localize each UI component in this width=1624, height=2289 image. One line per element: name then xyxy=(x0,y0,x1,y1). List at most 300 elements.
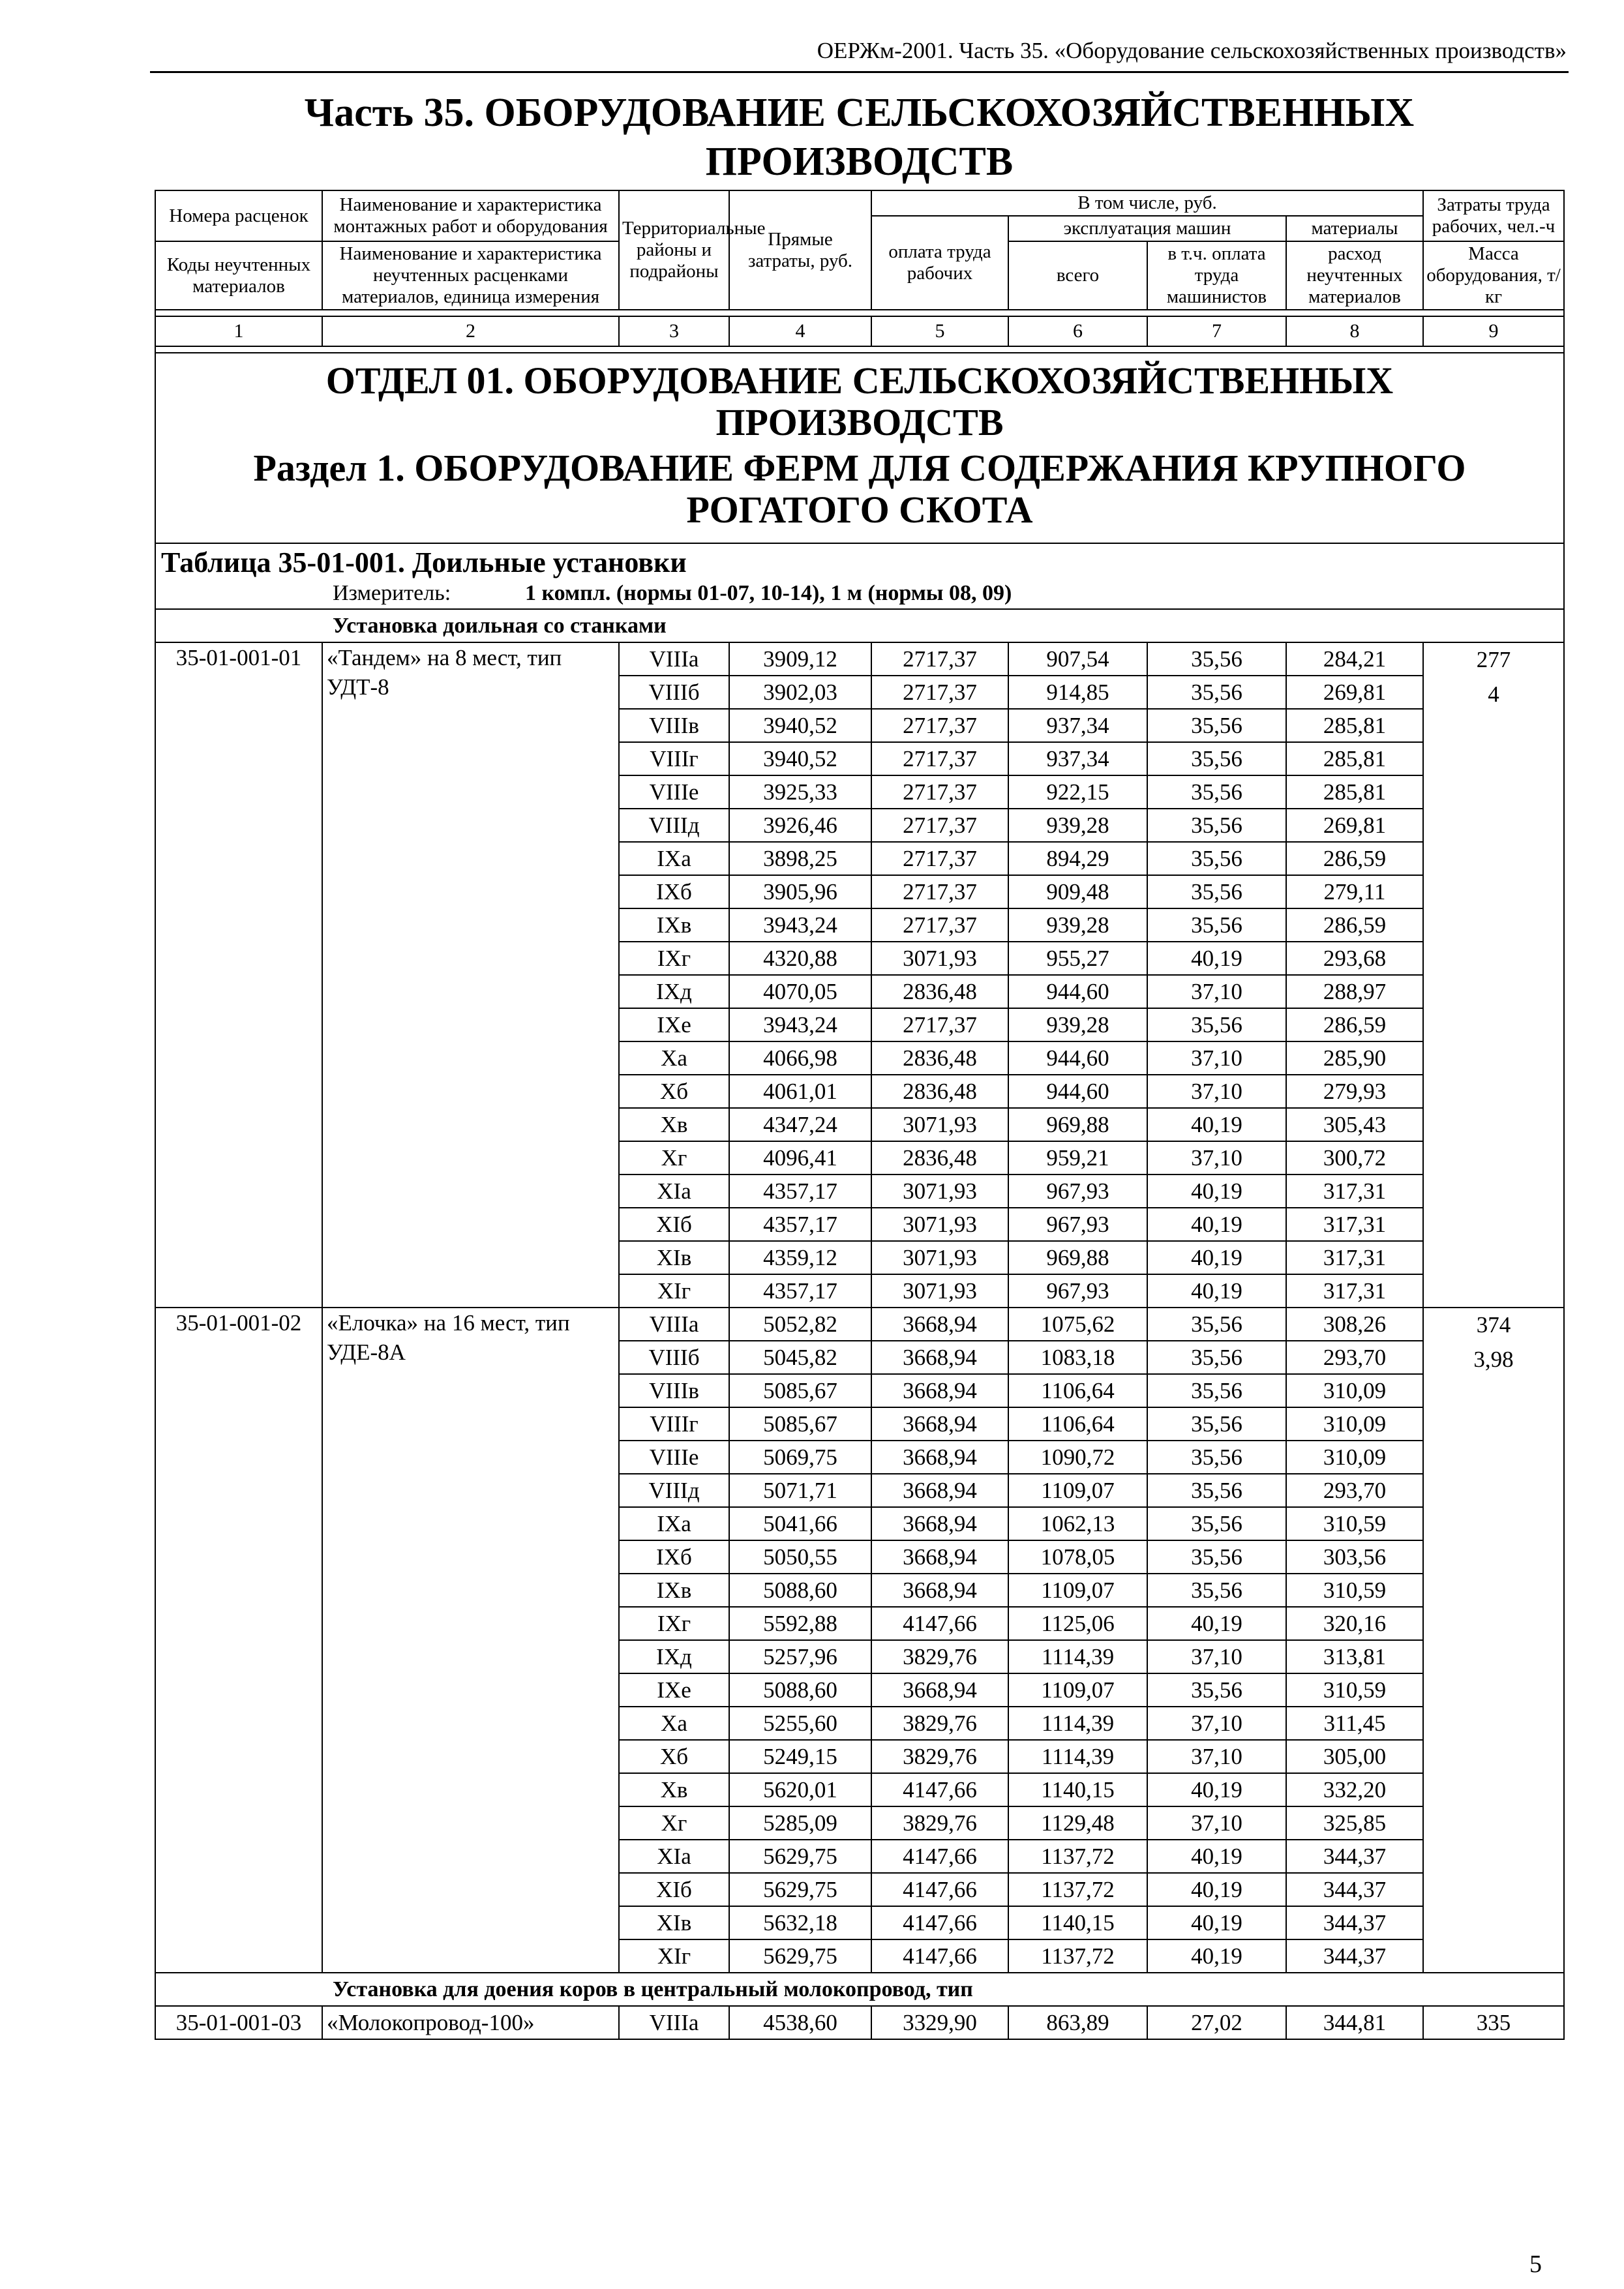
territory-cell: Xг xyxy=(619,1141,729,1174)
machines-total-cell: 894,29 xyxy=(1008,842,1147,875)
machinist-pay-cell: 35,56 xyxy=(1147,875,1286,908)
direct-costs-cell: 5632,18 xyxy=(729,1906,871,1939)
territory-cell: VIIIа xyxy=(619,2006,729,2039)
materials-cell: 344,37 xyxy=(1286,1939,1423,1973)
labor-pay-cell: 4147,66 xyxy=(871,1906,1008,1939)
labor-pay-cell: 3829,76 xyxy=(871,1707,1008,1740)
machinist-pay-cell: 37,10 xyxy=(1147,1707,1286,1740)
machines-total-cell: 959,21 xyxy=(1008,1141,1147,1174)
direct-costs-cell: 4357,17 xyxy=(729,1274,871,1308)
materials-cell: 317,31 xyxy=(1286,1208,1423,1241)
work-name: «Тандем» на 8 мест, тип УДТ-8 xyxy=(322,642,619,1308)
direct-costs-cell: 5050,55 xyxy=(729,1540,871,1574)
labor-mass-cell xyxy=(1423,642,1564,1308)
materials-cell: 332,20 xyxy=(1286,1773,1423,1806)
header-including: В том числе, руб. xyxy=(871,190,1423,216)
materials-cell: 285,81 xyxy=(1286,742,1423,775)
materials-cell: 279,11 xyxy=(1286,875,1423,908)
work-name: «Елочка» на 16 мест, тип УДЕ-8А xyxy=(322,1308,619,1973)
header-labor-cost: Затраты труда рабочих, чел.-ч xyxy=(1423,190,1564,241)
direct-costs-cell: 3940,52 xyxy=(729,742,871,775)
territory-cell: XIг xyxy=(619,1939,729,1973)
machinist-pay-cell: 40,19 xyxy=(1147,1208,1286,1241)
labor-pay-cell: 4147,66 xyxy=(871,1873,1008,1906)
direct-costs-cell: 3909,12 xyxy=(729,642,871,676)
territory-cell: VIIIг xyxy=(619,742,729,775)
machinist-pay-cell: 35,56 xyxy=(1147,1673,1286,1707)
territory-cell: VIIIв xyxy=(619,709,729,742)
territory-cell: IXб xyxy=(619,1540,729,1574)
materials-cell: 310,59 xyxy=(1286,1574,1423,1607)
labor-mass-cell xyxy=(1423,1308,1564,1973)
machinist-pay-cell: 35,56 xyxy=(1147,709,1286,742)
machinist-pay-cell: 40,19 xyxy=(1147,1174,1286,1208)
territory-cell: Xв xyxy=(619,1108,729,1141)
labor-pay-cell: 2717,37 xyxy=(871,875,1008,908)
labor-pay-cell: 2836,48 xyxy=(871,1141,1008,1174)
direct-costs-cell: 5041,66 xyxy=(729,1507,871,1540)
territory-cell: IXв xyxy=(619,1574,729,1607)
territory-cell: VIIIб xyxy=(619,1341,729,1374)
machinist-pay-cell: 35,56 xyxy=(1147,1407,1286,1441)
machines-total-cell: 939,28 xyxy=(1008,908,1147,942)
labor-pay-cell: 3071,93 xyxy=(871,1108,1008,1141)
labor-cost-value: 374 xyxy=(1476,1312,1511,1338)
machines-total-cell: 1109,07 xyxy=(1008,1574,1147,1607)
materials-cell: 344,37 xyxy=(1286,1840,1423,1873)
direct-costs-cell: 5052,82 xyxy=(729,1308,871,1341)
direct-costs-cell: 4066,98 xyxy=(729,1041,871,1075)
territory-cell: Xв xyxy=(619,1773,729,1806)
materials-cell: 344,37 xyxy=(1286,1873,1423,1906)
labor-pay-cell: 2717,37 xyxy=(871,1008,1008,1041)
materials-cell: 310,59 xyxy=(1286,1673,1423,1707)
labor-pay-cell: 3329,90 xyxy=(871,2006,1008,2039)
page-number: 5 xyxy=(1529,2251,1542,2278)
document-title xyxy=(150,89,1569,187)
machinist-pay-cell: 35,56 xyxy=(1147,1008,1286,1041)
direct-costs-cell: 3943,24 xyxy=(729,1008,871,1041)
direct-costs-cell: 5249,15 xyxy=(729,1740,871,1773)
document-title-line1: Часть 35. ОБОРУДОВАНИЕ СЕЛЬСКОХОЗЯЙСТВЕННЫХ xyxy=(304,91,1415,135)
materials-cell: 317,31 xyxy=(1286,1174,1423,1208)
machines-total-cell: 1078,05 xyxy=(1008,1540,1147,1574)
meter-row xyxy=(155,577,1564,609)
machines-total-cell: 1140,15 xyxy=(1008,1773,1147,1806)
labor-pay-cell: 2836,48 xyxy=(871,1041,1008,1075)
meter-label: Измеритель: xyxy=(333,581,451,605)
territory-cell: Xг xyxy=(619,1806,729,1840)
machinist-pay-cell: 35,56 xyxy=(1147,1308,1286,1341)
machinist-pay-cell: 40,19 xyxy=(1147,1873,1286,1906)
territory-cell: IXе xyxy=(619,1008,729,1041)
machinist-pay-cell: 40,19 xyxy=(1147,1840,1286,1873)
machinist-pay-cell: 35,56 xyxy=(1147,1574,1286,1607)
machines-total-cell: 967,93 xyxy=(1008,1274,1147,1308)
machinist-pay-cell: 40,19 xyxy=(1147,942,1286,975)
labor-pay-cell: 2717,37 xyxy=(871,642,1008,676)
territory-cell: IXб xyxy=(619,875,729,908)
territory-cell: XIа xyxy=(619,1840,729,1873)
territory-cell: XIв xyxy=(619,1241,729,1274)
materials-cell: 286,59 xyxy=(1286,1008,1423,1041)
otdel-line1: ОТДЕЛ 01. ОБОРУДОВАНИЕ СЕЛЬСКОХОЗЯЙСТВЕННЫХ xyxy=(325,359,1394,402)
machines-total-cell: 1114,39 xyxy=(1008,1707,1147,1740)
mass-value: 3,98 xyxy=(1473,1347,1514,1372)
machines-total-cell: 1109,07 xyxy=(1008,1673,1147,1707)
machinist-pay-cell: 37,10 xyxy=(1147,1075,1286,1108)
group-heading-text: Установка доильная со станками xyxy=(333,614,667,638)
machines-total-cell: 944,60 xyxy=(1008,1075,1147,1108)
direct-costs-cell: 4096,41 xyxy=(729,1141,871,1174)
machines-total-cell: 1140,15 xyxy=(1008,1906,1147,1939)
labor-cost-value: 335 xyxy=(1423,2006,1564,2039)
materials-cell: 317,31 xyxy=(1286,1274,1423,1308)
territory-cell: XIг xyxy=(619,1274,729,1308)
machines-total-cell: 1114,39 xyxy=(1008,1640,1147,1673)
direct-costs-cell: 4359,12 xyxy=(729,1241,871,1274)
group-heading xyxy=(155,1973,1564,2006)
header-direct-costs: Прямые затраты, руб. xyxy=(729,190,871,310)
header-material-name: Наименование и характеристика неучтенных расценками материалов, единица измерения xyxy=(322,241,619,310)
machinist-pay-cell: 37,10 xyxy=(1147,1740,1286,1773)
labor-pay-cell: 4147,66 xyxy=(871,1939,1008,1973)
machinist-pay-cell: 27,02 xyxy=(1147,2006,1286,2039)
machines-total-cell: 909,48 xyxy=(1008,875,1147,908)
territory-cell: VIIIа xyxy=(619,642,729,676)
materials-cell: 305,43 xyxy=(1286,1108,1423,1141)
territory-cell: XIб xyxy=(619,1873,729,1906)
group-heading-text: Установка для доения коров в центральный молокопровод, тип xyxy=(333,1977,973,2001)
territory-cell: IXг xyxy=(619,942,729,975)
machinist-pay-cell: 37,10 xyxy=(1147,1141,1286,1174)
machinist-pay-cell: 35,56 xyxy=(1147,742,1286,775)
labor-pay-cell: 3668,94 xyxy=(871,1441,1008,1474)
territory-cell: Xб xyxy=(619,1075,729,1108)
header-territory: Территориальные районы и подрайоны xyxy=(619,190,729,310)
machines-total-cell: 1083,18 xyxy=(1008,1341,1147,1374)
labor-pay-cell: 2717,37 xyxy=(871,842,1008,875)
materials-cell: 310,09 xyxy=(1286,1407,1423,1441)
direct-costs-cell: 4538,60 xyxy=(729,2006,871,2039)
header-machines: эксплуатация машин xyxy=(1008,216,1286,241)
machinist-pay-cell: 40,19 xyxy=(1147,1241,1286,1274)
direct-costs-cell: 5285,09 xyxy=(729,1806,871,1840)
materials-cell: 310,09 xyxy=(1286,1441,1423,1474)
territory-cell: Xб xyxy=(619,1740,729,1773)
labor-pay-cell: 2717,37 xyxy=(871,709,1008,742)
materials-cell: 320,16 xyxy=(1286,1607,1423,1640)
labor-pay-cell: 2717,37 xyxy=(871,775,1008,809)
machinist-pay-cell: 35,56 xyxy=(1147,1507,1286,1540)
labor-pay-cell: 2836,48 xyxy=(871,1075,1008,1108)
table-title: Таблица 35-01-001. Доильные установки xyxy=(155,543,1564,577)
header-labor-pay: оплата труда рабочих xyxy=(871,216,1008,310)
materials-cell: 293,70 xyxy=(1286,1341,1423,1374)
direct-costs-cell: 5045,82 xyxy=(729,1341,871,1374)
direct-costs-cell: 5088,60 xyxy=(729,1574,871,1607)
direct-costs-cell: 5629,75 xyxy=(729,1939,871,1973)
machines-total-cell: 1137,72 xyxy=(1008,1873,1147,1906)
column-number: 3 xyxy=(619,316,729,346)
rate-code: 35-01-001-02 xyxy=(155,1308,322,1973)
header-mass: Масса оборудования, т/кг xyxy=(1423,241,1564,310)
materials-cell: 285,81 xyxy=(1286,775,1423,809)
machinist-pay-cell: 40,19 xyxy=(1147,1906,1286,1939)
labor-pay-cell: 2717,37 xyxy=(871,908,1008,942)
direct-costs-cell: 5085,67 xyxy=(729,1407,871,1441)
rates-table xyxy=(155,190,1565,2040)
territory-cell: VIIIе xyxy=(619,1441,729,1474)
labor-pay-cell: 3829,76 xyxy=(871,1640,1008,1673)
machines-total-cell: 969,88 xyxy=(1008,1241,1147,1274)
labor-pay-cell: 3829,76 xyxy=(871,1806,1008,1840)
labor-pay-cell: 3071,93 xyxy=(871,1174,1008,1208)
direct-costs-cell: 4357,17 xyxy=(729,1208,871,1241)
machinist-pay-cell: 40,19 xyxy=(1147,1607,1286,1640)
materials-cell: 285,90 xyxy=(1286,1041,1423,1075)
machinist-pay-cell: 37,10 xyxy=(1147,1640,1286,1673)
rate-code: 35-01-001-01 xyxy=(155,642,322,1308)
machines-total-cell: 863,89 xyxy=(1008,2006,1147,2039)
territory-cell: IXа xyxy=(619,842,729,875)
labor-pay-cell: 3829,76 xyxy=(871,1740,1008,1773)
machines-total-cell: 944,60 xyxy=(1008,1041,1147,1075)
machines-total-cell: 1090,72 xyxy=(1008,1441,1147,1474)
territory-cell: XIа xyxy=(619,1174,729,1208)
machines-total-cell: 1137,72 xyxy=(1008,1939,1147,1973)
labor-pay-cell: 3668,94 xyxy=(871,1308,1008,1341)
direct-costs-cell: 5071,71 xyxy=(729,1474,871,1507)
machinist-pay-cell: 35,56 xyxy=(1147,642,1286,676)
materials-cell: 284,21 xyxy=(1286,642,1423,676)
column-number: 1 xyxy=(155,316,322,346)
territory-cell: IXе xyxy=(619,1673,729,1707)
labor-pay-cell: 2836,48 xyxy=(871,975,1008,1008)
machinist-pay-cell: 35,56 xyxy=(1147,1474,1286,1507)
materials-cell: 344,81 xyxy=(1286,2006,1423,2039)
materials-cell: 293,68 xyxy=(1286,942,1423,975)
rate-code: 35-01-001-03 xyxy=(155,2006,322,2039)
labor-pay-cell: 3668,94 xyxy=(871,1374,1008,1407)
machinist-pay-cell: 35,56 xyxy=(1147,1374,1286,1407)
machinist-pay-cell: 35,56 xyxy=(1147,1341,1286,1374)
machinist-pay-cell: 37,10 xyxy=(1147,1806,1286,1840)
table-row xyxy=(155,2006,1564,2039)
machinist-pay-cell: 35,56 xyxy=(1147,809,1286,842)
header-materials: материалы xyxy=(1286,216,1423,241)
materials-cell: 311,45 xyxy=(1286,1707,1423,1740)
work-name: «Молокопровод-100» xyxy=(322,2006,619,2039)
machines-total-cell: 1106,64 xyxy=(1008,1407,1147,1441)
direct-costs-cell: 5592,88 xyxy=(729,1607,871,1640)
territory-cell: VIIIе xyxy=(619,775,729,809)
column-number: 9 xyxy=(1423,316,1564,346)
labor-pay-cell: 3071,93 xyxy=(871,942,1008,975)
header-unaccounted-materials: расход неучтенных материалов xyxy=(1286,241,1423,310)
labor-pay-cell: 4147,66 xyxy=(871,1607,1008,1640)
machines-total-cell: 914,85 xyxy=(1008,676,1147,709)
machinist-pay-cell: 35,56 xyxy=(1147,676,1286,709)
column-number: 5 xyxy=(871,316,1008,346)
materials-cell: 344,37 xyxy=(1286,1906,1423,1939)
direct-costs-cell: 4347,24 xyxy=(729,1108,871,1141)
territory-cell: VIIIг xyxy=(619,1407,729,1441)
materials-cell: 286,59 xyxy=(1286,908,1423,942)
territory-cell: Xа xyxy=(619,1707,729,1740)
running-header: ОЕРЖм-2001. Часть 35. «Оборудование сельскохозяйственных производств» xyxy=(817,38,1567,63)
column-number: 8 xyxy=(1286,316,1423,346)
labor-pay-cell: 3668,94 xyxy=(871,1673,1008,1707)
materials-cell: 325,85 xyxy=(1286,1806,1423,1840)
machines-total-cell: 907,54 xyxy=(1008,642,1147,676)
labor-cost-value: 277 xyxy=(1476,647,1511,672)
direct-costs-cell: 4320,88 xyxy=(729,942,871,975)
direct-costs-cell: 5620,01 xyxy=(729,1773,871,1806)
territory-cell: XIв xyxy=(619,1906,729,1939)
labor-pay-cell: 3668,94 xyxy=(871,1507,1008,1540)
direct-costs-cell: 3905,96 xyxy=(729,875,871,908)
materials-cell: 288,97 xyxy=(1286,975,1423,1008)
territory-cell: VIIIб xyxy=(619,676,729,709)
machinist-pay-cell: 40,19 xyxy=(1147,1108,1286,1141)
materials-cell: 300,72 xyxy=(1286,1141,1423,1174)
razdel-line1: Раздел 1. ОБОРУДОВАНИЕ ФЕРМ ДЛЯ СОДЕРЖАНИЯ КРУПНОГО xyxy=(253,447,1466,489)
machines-total-cell: 922,15 xyxy=(1008,775,1147,809)
materials-cell: 286,59 xyxy=(1286,842,1423,875)
direct-costs-cell: 3898,25 xyxy=(729,842,871,875)
machines-total-cell: 1137,72 xyxy=(1008,1840,1147,1873)
table-row xyxy=(155,1308,1564,1341)
otdel-line2: ПРОИЗВОДСТВ xyxy=(715,401,1004,443)
materials-cell: 303,56 xyxy=(1286,1540,1423,1574)
direct-costs-cell: 3943,24 xyxy=(729,908,871,942)
mass-value: 4 xyxy=(1488,681,1499,707)
labor-pay-cell: 3071,93 xyxy=(871,1208,1008,1241)
machines-total-cell: 1129,48 xyxy=(1008,1806,1147,1840)
labor-pay-cell: 2717,37 xyxy=(871,742,1008,775)
materials-cell: 310,09 xyxy=(1286,1374,1423,1407)
direct-costs-cell: 3926,46 xyxy=(729,809,871,842)
machines-total-cell: 969,88 xyxy=(1008,1108,1147,1141)
column-number: 2 xyxy=(322,316,619,346)
territory-cell: IXд xyxy=(619,1640,729,1673)
labor-pay-cell: 4147,66 xyxy=(871,1773,1008,1806)
header-machines-total: всего xyxy=(1008,241,1147,310)
header-work-name: Наименование и характеристика монтажных работ и оборудования xyxy=(322,190,619,241)
territory-cell: VIIIв xyxy=(619,1374,729,1407)
header-separator xyxy=(155,310,1564,316)
territory-cell: IXв xyxy=(619,908,729,942)
labor-pay-cell: 3071,93 xyxy=(871,1274,1008,1308)
machinist-pay-cell: 35,56 xyxy=(1147,1540,1286,1574)
direct-costs-cell: 4061,01 xyxy=(729,1075,871,1108)
machines-total-cell: 967,93 xyxy=(1008,1208,1147,1241)
machines-total-cell: 944,60 xyxy=(1008,975,1147,1008)
territory-cell: XIб xyxy=(619,1208,729,1241)
materials-cell: 305,00 xyxy=(1286,1740,1423,1773)
header-machinist-pay: в т.ч. оплата труда машинистов xyxy=(1147,241,1286,310)
machines-total-cell: 939,28 xyxy=(1008,809,1147,842)
machines-total-cell: 1062,13 xyxy=(1008,1507,1147,1540)
machines-total-cell: 1106,64 xyxy=(1008,1374,1147,1407)
labor-pay-cell: 3668,94 xyxy=(871,1341,1008,1374)
materials-cell: 310,59 xyxy=(1286,1507,1423,1540)
labor-pay-cell: 4147,66 xyxy=(871,1840,1008,1873)
direct-costs-cell: 5629,75 xyxy=(729,1873,871,1906)
machinist-pay-cell: 37,10 xyxy=(1147,975,1286,1008)
direct-costs-cell: 3925,33 xyxy=(729,775,871,809)
direct-costs-cell: 4070,05 xyxy=(729,975,871,1008)
machines-total-cell: 967,93 xyxy=(1008,1174,1147,1208)
materials-cell: 293,70 xyxy=(1286,1474,1423,1507)
territory-cell: IXд xyxy=(619,975,729,1008)
direct-costs-cell: 3902,03 xyxy=(729,676,871,709)
materials-cell: 269,81 xyxy=(1286,676,1423,709)
machines-total-cell: 1075,62 xyxy=(1008,1308,1147,1341)
document-title-line2: ПРОИЗВОДСТВ xyxy=(705,140,1014,184)
direct-costs-cell: 5629,75 xyxy=(729,1840,871,1873)
razdel-line2: РОГАТОГО СКОТА xyxy=(686,488,1033,531)
labor-pay-cell: 2717,37 xyxy=(871,676,1008,709)
machines-total-cell: 937,34 xyxy=(1008,709,1147,742)
materials-cell: 313,81 xyxy=(1286,1640,1423,1673)
column-number: 4 xyxy=(729,316,871,346)
machines-total-cell: 955,27 xyxy=(1008,942,1147,975)
machinist-pay-cell: 35,56 xyxy=(1147,842,1286,875)
direct-costs-cell: 5088,60 xyxy=(729,1673,871,1707)
header-material-codes: Коды неучтенных материалов xyxy=(155,241,322,310)
labor-pay-cell: 3668,94 xyxy=(871,1574,1008,1607)
header-rule xyxy=(150,71,1569,73)
group-heading xyxy=(155,609,1564,642)
machines-total-cell: 1125,06 xyxy=(1008,1607,1147,1640)
labor-pay-cell: 3071,93 xyxy=(871,1241,1008,1274)
direct-costs-cell: 5069,75 xyxy=(729,1441,871,1474)
labor-pay-cell: 2717,37 xyxy=(871,809,1008,842)
table-row xyxy=(155,642,1564,676)
header-rate-numbers: Номера расценок xyxy=(155,190,322,241)
territory-cell: VIIIд xyxy=(619,1474,729,1507)
column-number: 7 xyxy=(1147,316,1286,346)
direct-costs-cell: 3940,52 xyxy=(729,709,871,742)
direct-costs-cell: 4357,17 xyxy=(729,1174,871,1208)
direct-costs-cell: 5085,67 xyxy=(729,1374,871,1407)
column-number: 6 xyxy=(1008,316,1147,346)
materials-cell: 279,93 xyxy=(1286,1075,1423,1108)
labor-pay-cell: 3668,94 xyxy=(871,1474,1008,1507)
machinist-pay-cell: 35,56 xyxy=(1147,1441,1286,1474)
machinist-pay-cell: 40,19 xyxy=(1147,1939,1286,1973)
machines-total-cell: 1114,39 xyxy=(1008,1740,1147,1773)
territory-cell: VIIIд xyxy=(619,809,729,842)
column-number-separator xyxy=(155,346,1564,353)
materials-cell: 317,31 xyxy=(1286,1241,1423,1274)
machines-total-cell: 939,28 xyxy=(1008,1008,1147,1041)
direct-costs-cell: 5257,96 xyxy=(729,1640,871,1673)
section-heading xyxy=(155,353,1564,543)
machines-total-cell: 937,34 xyxy=(1008,742,1147,775)
materials-cell: 308,26 xyxy=(1286,1308,1423,1341)
meter-value: 1 компл. (нормы 01-07, 10-14), 1 м (нормы 08, 09) xyxy=(525,581,1012,605)
materials-cell: 269,81 xyxy=(1286,809,1423,842)
machinist-pay-cell: 37,10 xyxy=(1147,1041,1286,1075)
machinist-pay-cell: 35,56 xyxy=(1147,908,1286,942)
labor-pay-cell: 3668,94 xyxy=(871,1540,1008,1574)
territory-cell: IXа xyxy=(619,1507,729,1540)
labor-pay-cell: 3668,94 xyxy=(871,1407,1008,1441)
machinist-pay-cell: 35,56 xyxy=(1147,775,1286,809)
